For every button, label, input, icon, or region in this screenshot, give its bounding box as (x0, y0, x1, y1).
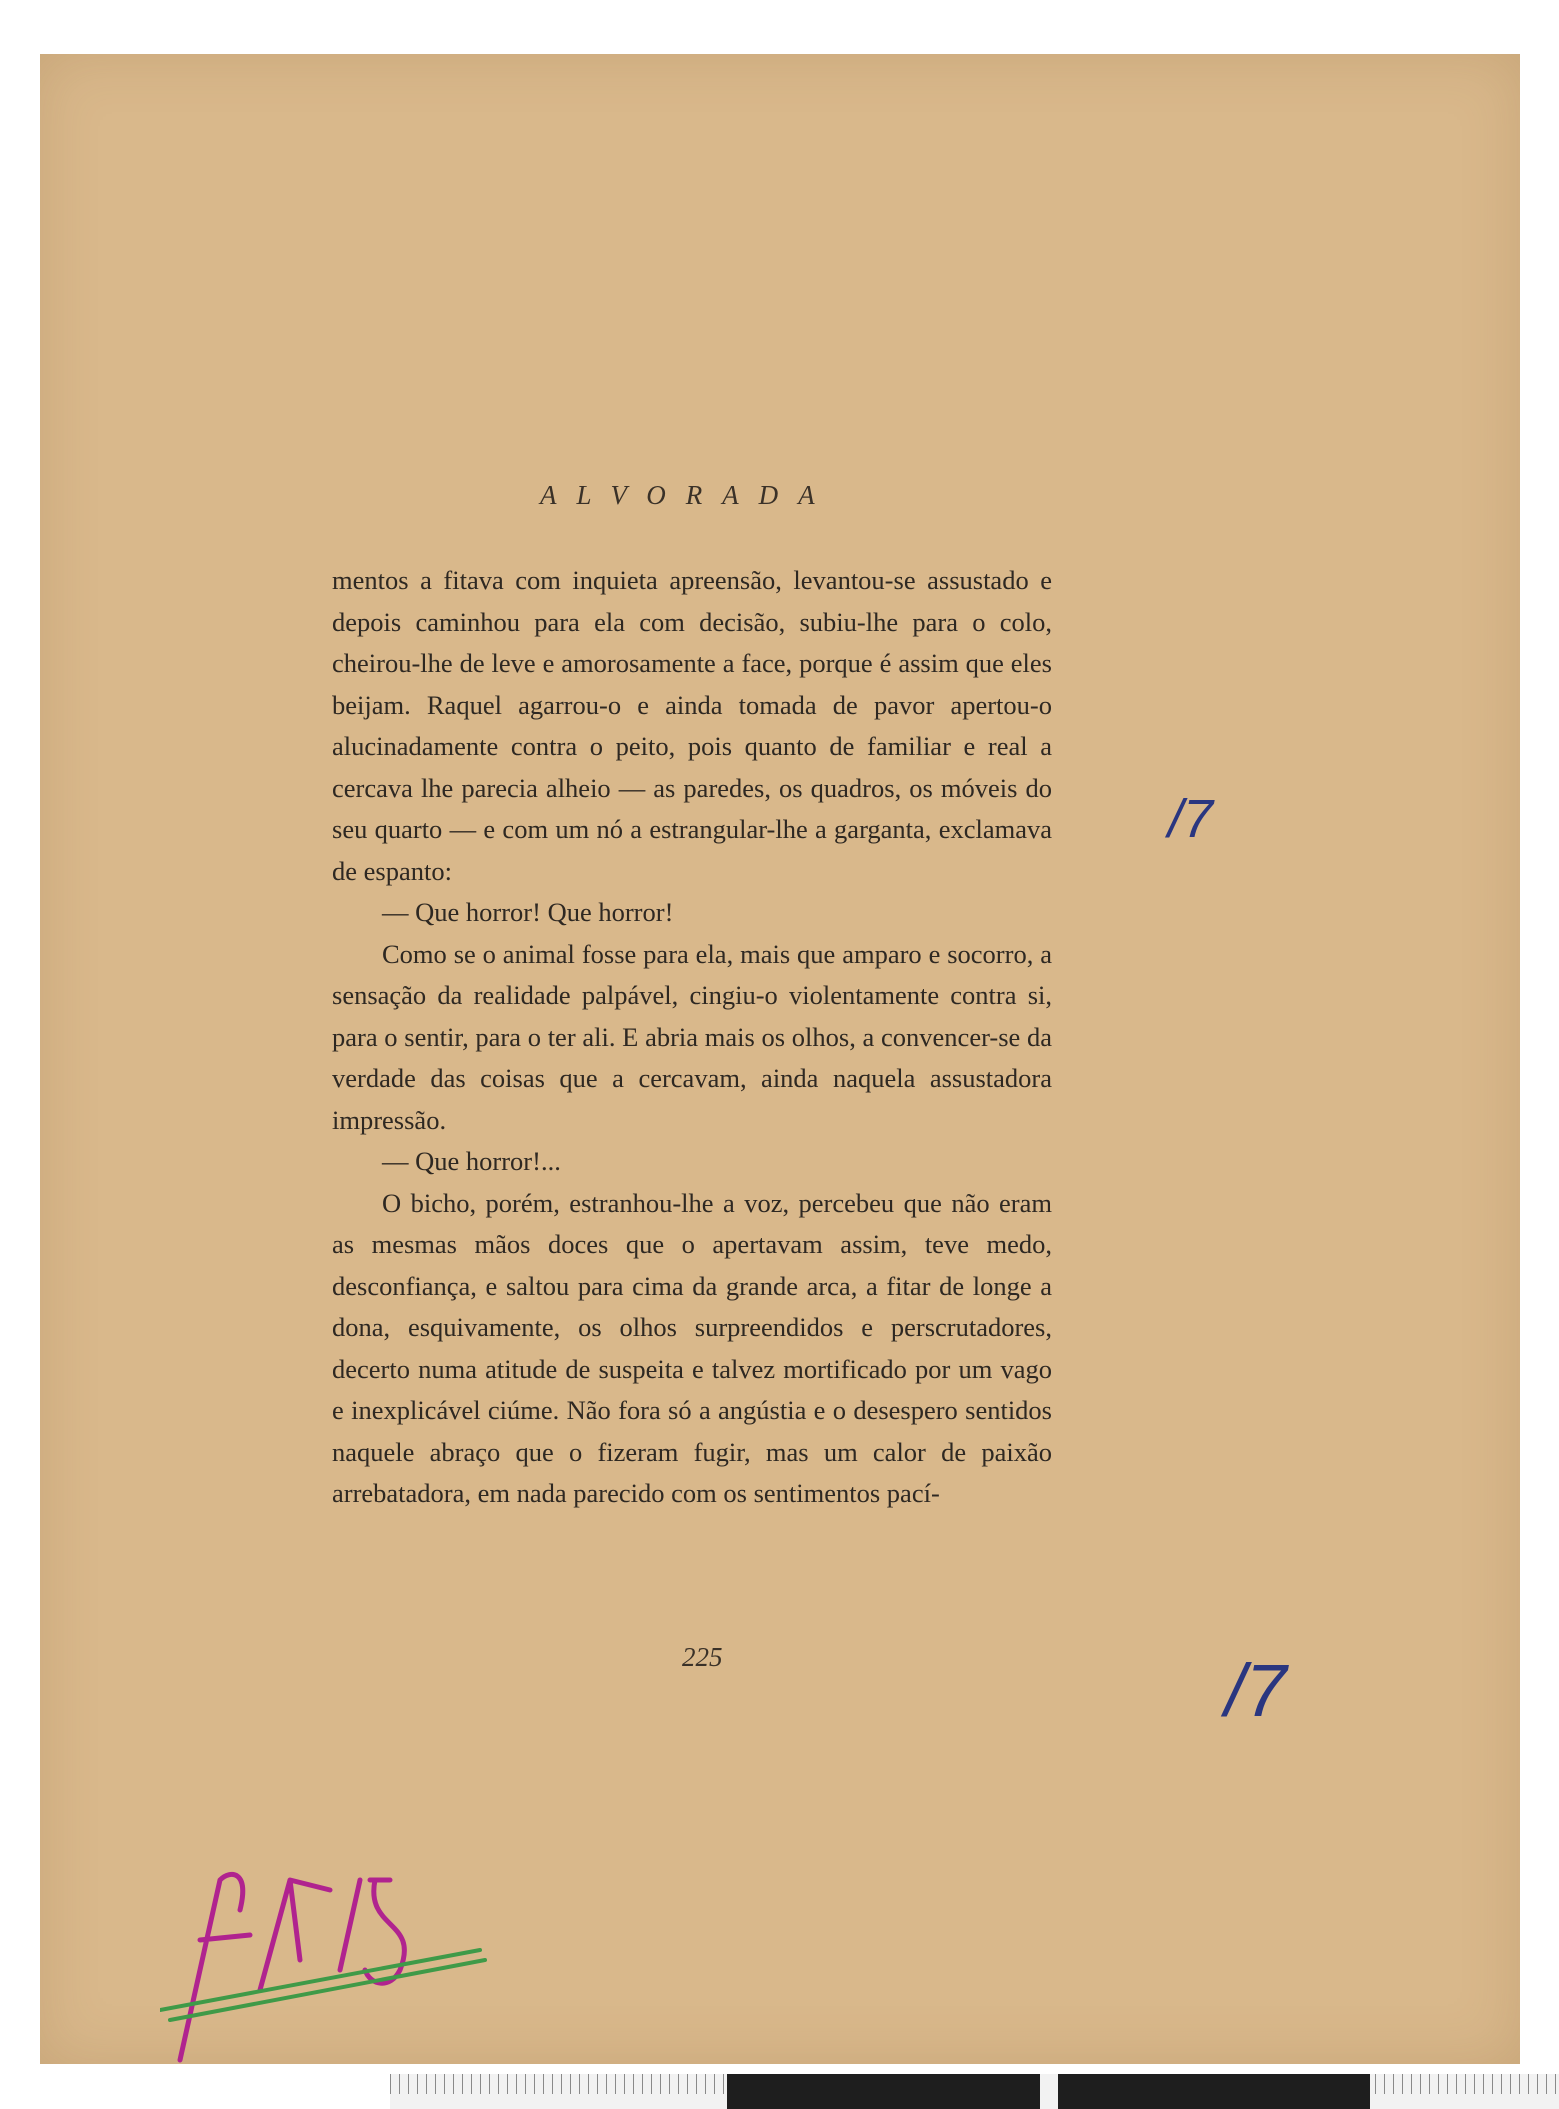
paragraph-3: Como se o animal fosse para ela, mais que amparo e socorro, a sensação da realidade palpável, cingiu-o violentamente contra si, para o sentir, para o ter ali. E abria mais os olhos, a convencer-se da verdade das coisas que a cercavam, ainda naquela assustadora impressão. (332, 938, 1052, 1135)
ruler-ticks-left (390, 2074, 730, 2094)
ruler-black-segment-1 (727, 2074, 1040, 2109)
body-text (332, 560, 1052, 1515)
paragraph-2: — Que horror! Que horror! (382, 897, 674, 927)
margin-pencil-mark-1: /7 (1168, 789, 1214, 849)
ruler-black-segment-2 (1058, 2074, 1370, 2109)
folio-handwritten-stamp (160, 1850, 500, 2070)
margin-pencil-mark-2: /7 (1225, 1649, 1287, 1732)
scale-ruler (390, 2074, 1559, 2109)
paragraph-1: mentos a fitava com inquieta apreensão, levantou-se assustado e depois caminhou para ela com decisão, subiu-lhe para o colo, cheirou-lhe de leve e amorosamente a face, porque é assim que eles beijam. Raquel agarrou-o e ainda tomada de pavor apertou-o alucinadamente contra o peito, pois quanto de familiar e real a cercava lhe parecia alheio — as paredes, os quadros, os móveis do seu quarto — e com um nó a estrangular-lhe a garganta, exclamava de espanto: (332, 565, 1052, 886)
paragraph-4: — Que horror!... (382, 1146, 561, 1176)
page-number: 225 (682, 1642, 723, 1672)
paragraph-5: O bicho, porém, estranhou-lhe a voz, percebeu que não eram as mesmas mãos doces que o apertavam assim, teve medo, desconfiança, e saltou para cima da grande arca, a fitar de longe a dona, esquivamente, os olhos surpreendidos e perscrutadores, decerto numa atitude de suspeita e talvez mortificado por um vago e inexplicável ciúme. Não fora só a angústia e o desespero sentidos naquele abraço que o fizeram fugir, mas um calor de paixão arrebatadora, em nada parecido com os sentimentos pací- (332, 1187, 1052, 1508)
ruler-ticks-right (1375, 2074, 1559, 2094)
running-header: ALVORADA (540, 480, 835, 510)
